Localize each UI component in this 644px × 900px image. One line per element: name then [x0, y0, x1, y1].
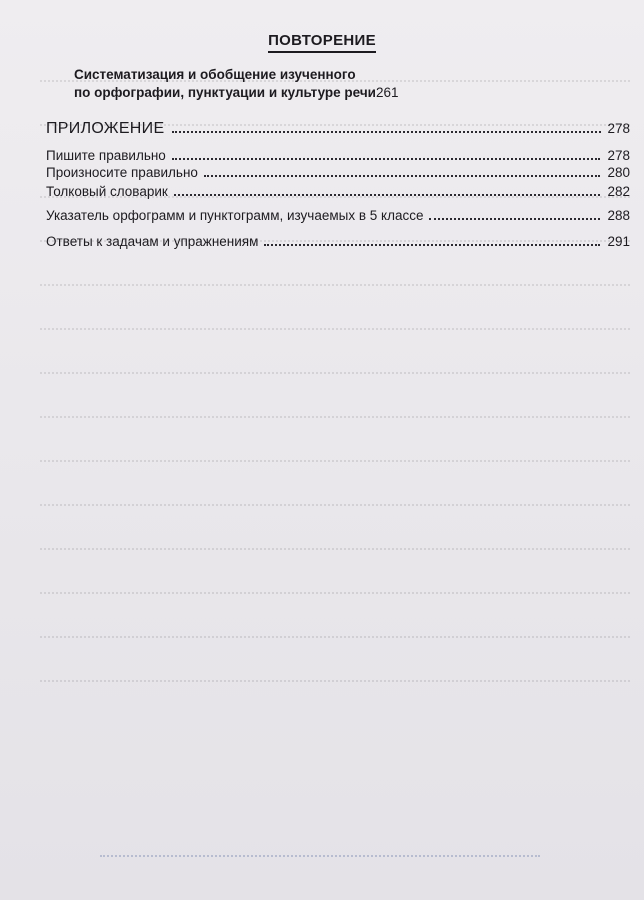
toc-entry[interactable]	[46, 233, 630, 251]
leader-dots	[174, 194, 600, 196]
toc-entry-review-line1: Систематизация и обобщение изученного	[74, 67, 356, 82]
toc-entry[interactable]	[46, 207, 630, 225]
section-heading-text: ПОВТОРЕНИЕ	[268, 32, 376, 53]
toc-entry-page: 278	[607, 148, 630, 163]
toc-entry-label: Пишите правильно	[46, 148, 166, 163]
leader-dots	[264, 244, 600, 246]
toc-entry-page: 280	[607, 165, 630, 180]
toc-entry-appendix-label: ПРИЛОЖЕНИЕ	[46, 120, 165, 137]
toc-entry-label: Толковый словарик	[46, 184, 168, 199]
leader-dots	[172, 158, 600, 160]
section-heading	[0, 32, 644, 53]
toc-entry-appendix-page: 278	[607, 121, 630, 136]
toc-entry-review-page: 261	[375, 85, 399, 100]
toc-entry-label: Ответы к задачам и упражнениям	[46, 234, 259, 249]
toc-entry-label: Произносите правильно	[46, 165, 198, 180]
toc-entry-appendix[interactable]	[46, 119, 630, 139]
toc-entry[interactable]	[46, 147, 630, 165]
leader-dots	[429, 218, 600, 220]
toc-entry-page: 288	[607, 208, 630, 223]
leader-dots	[204, 175, 600, 177]
toc-entry[interactable]	[46, 183, 630, 201]
toc-entry[interactable]	[46, 164, 630, 182]
toc-entry-page: 282	[607, 184, 630, 199]
toc-entry-page: 291	[607, 234, 630, 249]
leader-dots	[172, 131, 601, 133]
toc-entry-review-line2: по орфографии, пунктуации и культуре речи	[74, 85, 376, 100]
toc-entry-review[interactable]	[74, 66, 630, 102]
decorative-footer-rule	[100, 855, 540, 857]
toc-entry-label: Указатель орфограмм и пунктограмм, изучаемых в 5 классе	[46, 208, 424, 223]
